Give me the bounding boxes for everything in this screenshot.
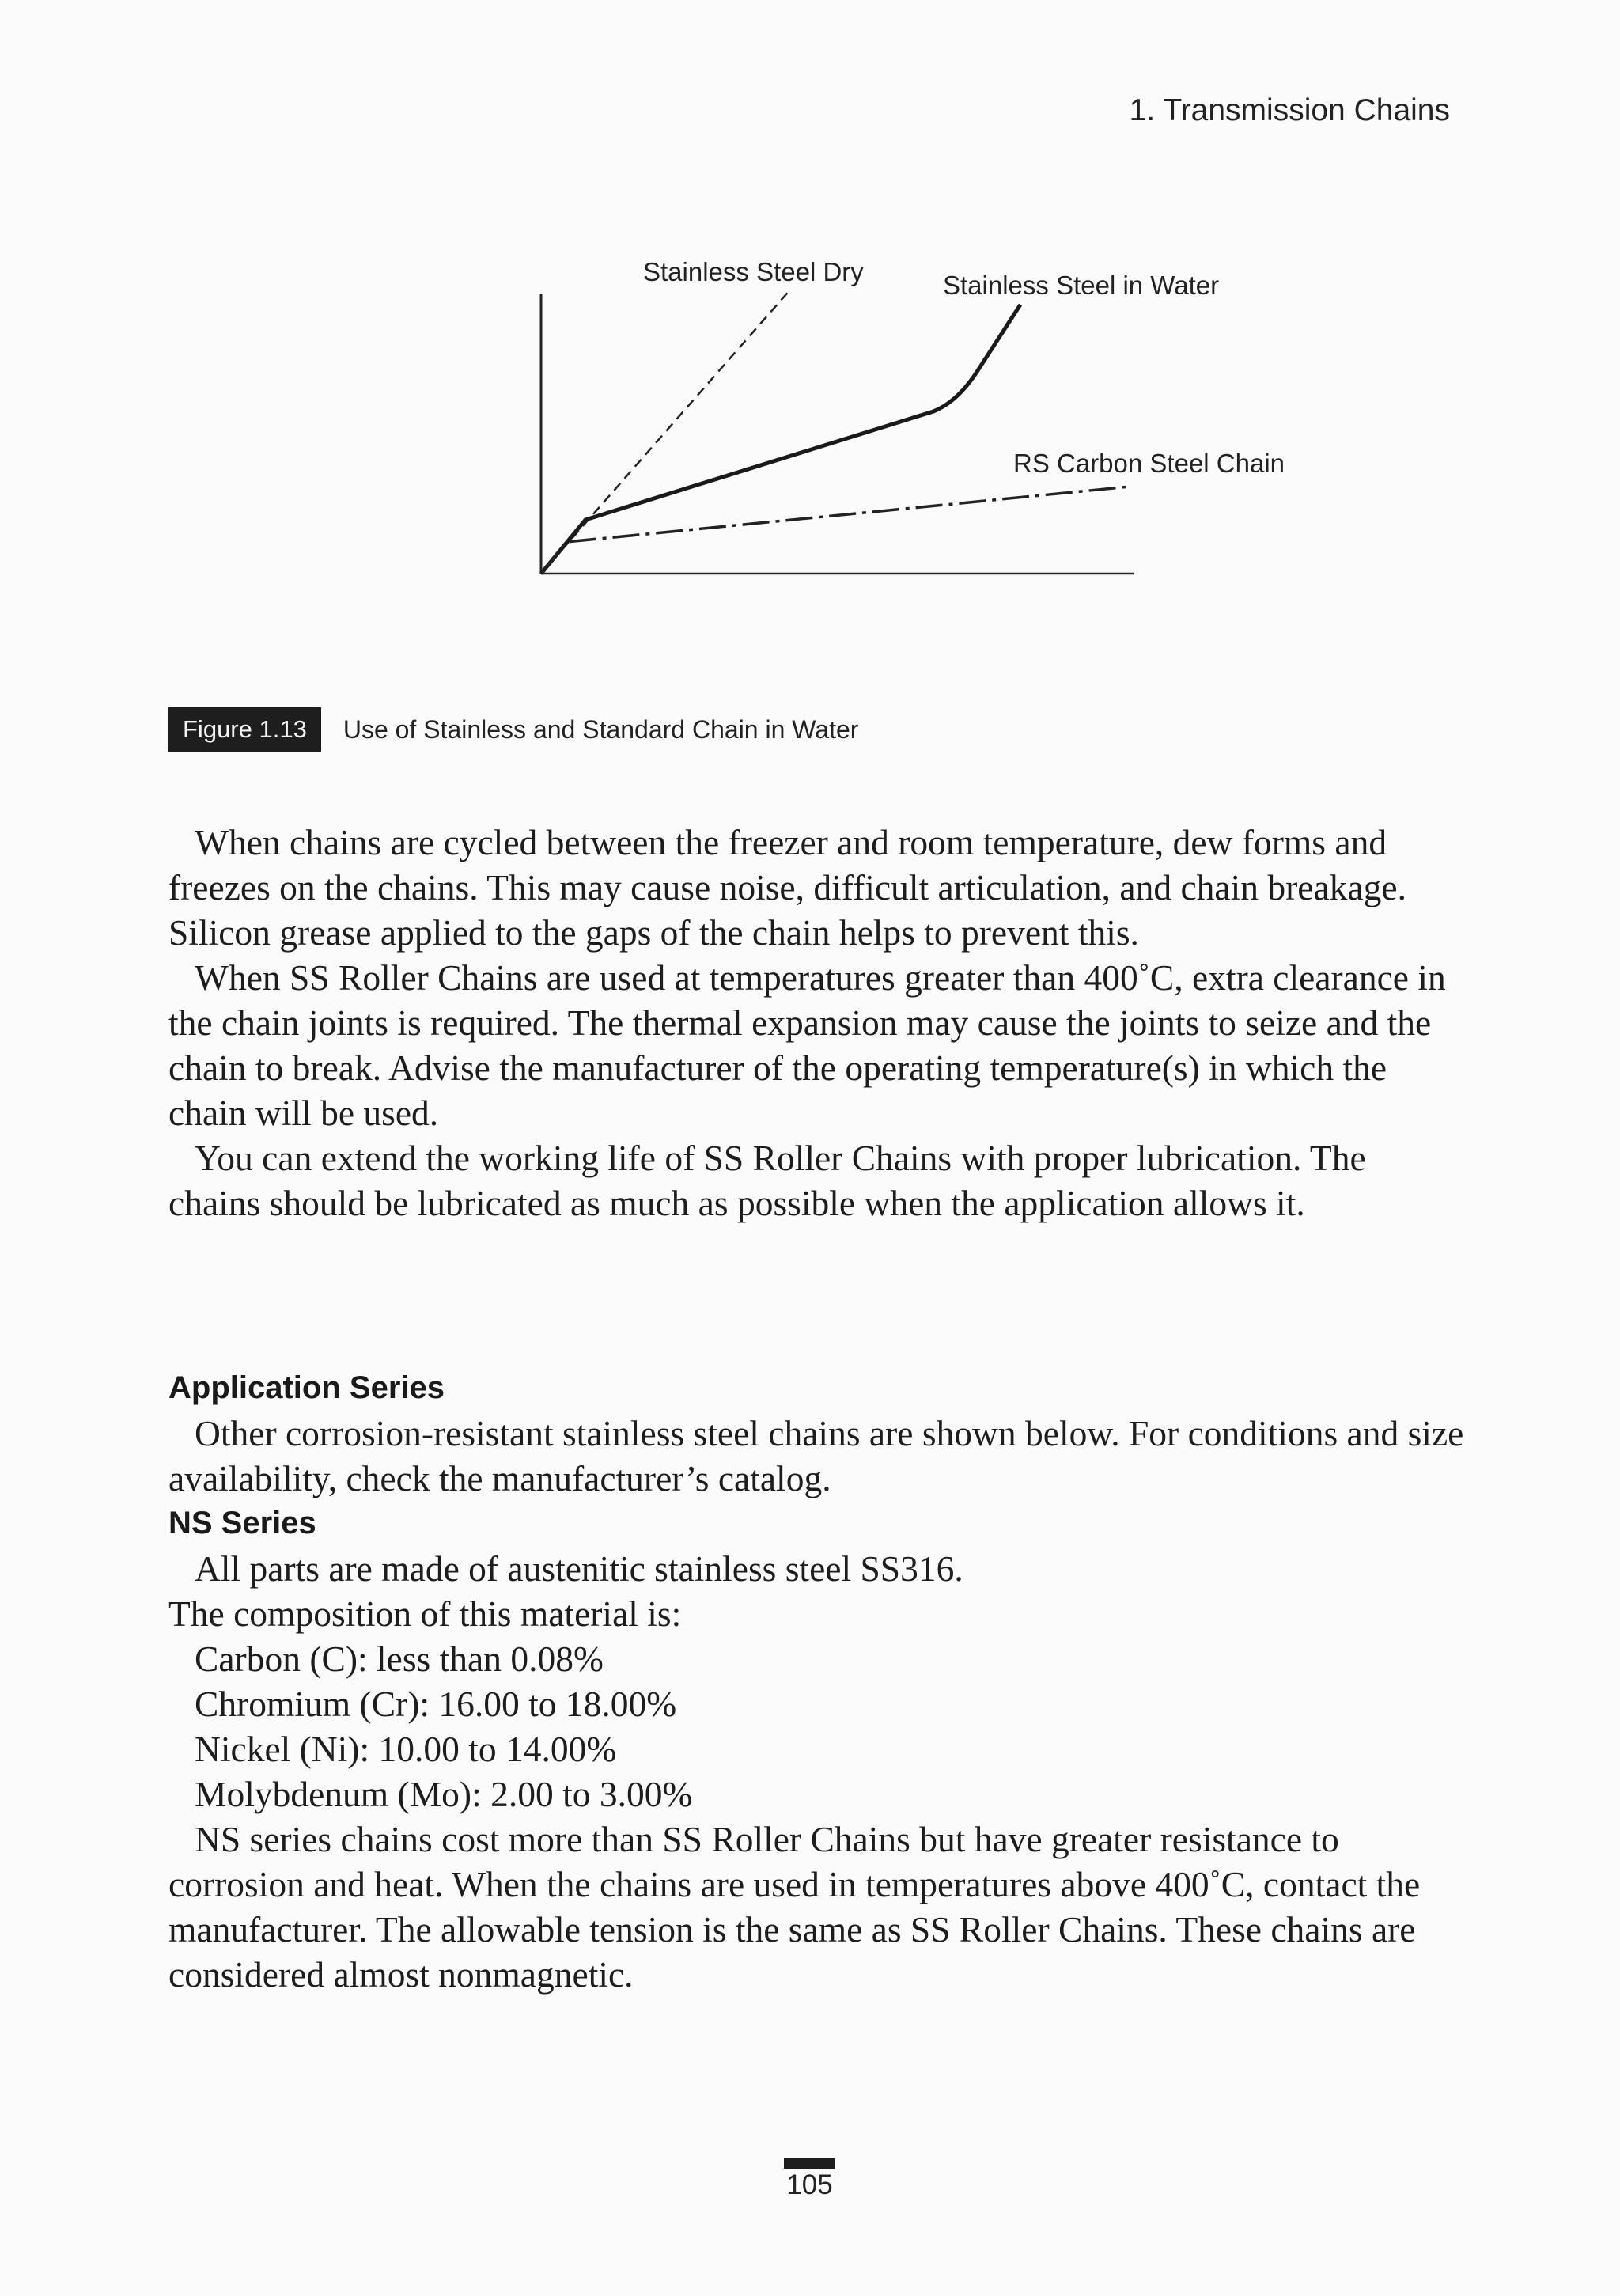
paragraph: All parts are made of austenitic stainless steel SS316. [195, 1548, 963, 1589]
curve-ss-water [541, 305, 1020, 574]
figure-caption-row [168, 707, 858, 752]
running-head: 1. Transmission Chains [1129, 93, 1450, 127]
body-text-bottom [168, 1366, 1466, 1997]
section-heading-ns-series: NS Series [168, 1506, 316, 1540]
paragraph: NS series chains cost more than SS Roller Chains but have greater resistance to corrosion and heat. When the chains are used in temperatures above 400˚C, contact the manufacturer. The allowable tension is the same as SS Roller Chains. These chains are considered almost nonmagnetic. [168, 1819, 1421, 1995]
composition-item: Molybdenum (Mo): 2.00 to 3.00% [195, 1774, 693, 1814]
figure-tag: Figure 1.13 [168, 707, 321, 752]
page-number-bar [784, 2158, 835, 2169]
label-rs-carbon: RS Carbon Steel Chain [1013, 449, 1285, 478]
composition-item: Nickel (Ni): 10.00 to 14.00% [195, 1729, 617, 1769]
composition-item: Carbon (C): less than 0.08% [195, 1639, 604, 1679]
figure-caption: Use of Stainless and Standard Chain in Water [343, 714, 859, 744]
page-number: 105 [786, 2169, 833, 2200]
paragraph: The composition of this material is: [168, 1593, 682, 1634]
paragraph: When SS Roller Chains are used at temperatures greater than 400˚C, extra clearance in the chain joints is required. The thermal expansion may cause the joints to seize and the chain to break. Advise the manufacturer of the operating temperature(s) in which the chain will be used. [168, 957, 1446, 1133]
composition-item: Chromium (Cr): 16.00 to 18.00% [195, 1684, 677, 1724]
figure-1-13 [0, 0, 1620, 712]
section-heading-application-series: Application Series [168, 1370, 445, 1405]
paragraph: You can extend the working life of SS Roller Chains with proper lubrication. The chains should be lubricated as much as possible when the application allows it. [168, 1138, 1366, 1223]
curve-rs-carbon [541, 487, 1130, 574]
body-text-top [168, 820, 1466, 1226]
label-ss-water: Stainless Steel in Water [943, 271, 1220, 300]
label-ss-dry: Stainless Steel Dry [643, 257, 864, 286]
figure-diagram [0, 0, 1620, 712]
paragraph: Other corrosion-resistant stainless steel chains are shown below. For conditions and size availability, check the manufacturer’s catalog. [168, 1413, 1464, 1498]
paragraph: When chains are cycled between the freezer and room temperature, dew forms and freezes on the chains. This may cause noise, difficult articulation, and chain breakage. Silicon grease applied to the gaps of the chain helps to prevent this. [168, 822, 1406, 953]
